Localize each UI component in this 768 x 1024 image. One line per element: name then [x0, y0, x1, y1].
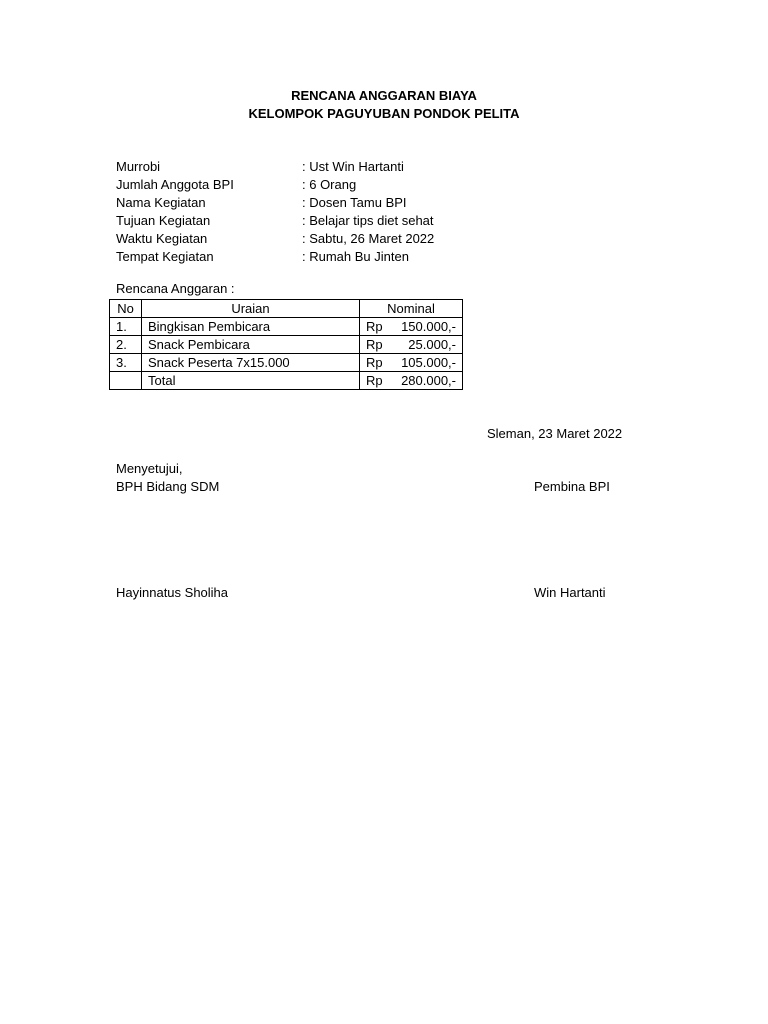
cell-nominal: [360, 318, 463, 336]
info-value: : Belajar tips diet sehat: [302, 213, 434, 228]
cell-no: 1.: [110, 318, 142, 336]
table-header-row: [110, 300, 463, 318]
info-row-jumlah-anggota: [116, 177, 536, 195]
info-label: Waktu Kegiatan: [116, 231, 208, 246]
right-signatory-name: Win Hartanti: [534, 585, 606, 600]
currency-label: Rp: [366, 337, 383, 352]
amount-value: 25.000,-: [408, 337, 456, 352]
info-label: Tujuan Kegiatan: [116, 213, 211, 228]
info-label: Nama Kegiatan: [116, 195, 206, 210]
info-row-tempat-kegiatan: [116, 249, 536, 267]
cell-no: 3.: [110, 354, 142, 372]
cell-nominal: [360, 354, 463, 372]
table-row: [110, 336, 463, 354]
total-amount-value: 280.000,-: [401, 373, 456, 388]
approval-label: Menyetujui,: [116, 461, 183, 476]
info-value: : 6 Orang: [302, 177, 357, 192]
column-header-nominal: Nominal: [360, 300, 463, 318]
cell-uraian: Bingkisan Pembicara: [142, 318, 360, 336]
info-value: : Dosen Tamu BPI: [302, 195, 407, 210]
document-title: RENCANA ANGGARAN BIAYA: [291, 88, 477, 103]
info-row-waktu-kegiatan: [116, 231, 536, 249]
info-label: Murrobi: [116, 159, 161, 174]
left-signatory-role: BPH Bidang SDM: [116, 479, 220, 494]
cell-nominal: [360, 336, 463, 354]
currency-label: Rp: [366, 355, 383, 370]
total-label: Total: [142, 372, 360, 390]
column-header-no: No: [110, 300, 142, 318]
cell-uraian: Snack Peserta 7x15.000: [142, 354, 360, 372]
budget-heading: Rencana Anggaran :: [116, 281, 235, 296]
info-row-murrobi: [116, 159, 536, 177]
column-header-uraian: Uraian: [142, 300, 360, 318]
left-signatory-name: Hayinnatus Sholiha: [116, 585, 229, 600]
table-row: [110, 318, 463, 336]
info-value: : Ust Win Hartanti: [302, 159, 404, 174]
cell-no: 2.: [110, 336, 142, 354]
cell-no-empty: [110, 372, 142, 390]
right-signatory-role: Pembina BPI: [534, 479, 610, 494]
info-row-nama-kegiatan: [116, 195, 536, 213]
amount-value: 105.000,-: [401, 355, 456, 370]
info-row-tujuan-kegiatan: [116, 213, 536, 231]
amount-value: 150.000,-: [401, 319, 456, 334]
place-date: Sleman, 23 Maret 2022: [487, 426, 623, 441]
table-total-row: [110, 372, 463, 390]
currency-label: Rp: [366, 373, 383, 388]
cell-uraian: Snack Pembicara: [142, 336, 360, 354]
info-label: Tempat Kegiatan: [116, 249, 214, 264]
info-value: : Sabtu, 26 Maret 2022: [302, 231, 435, 246]
budget-table: [109, 299, 463, 390]
info-value: : Rumah Bu Jinten: [302, 249, 409, 264]
info-label: Jumlah Anggota BPI: [116, 177, 234, 192]
total-nominal: [360, 372, 463, 390]
table-row: [110, 354, 463, 372]
document-subtitle: KELOMPOK PAGUYUBAN PONDOK PELITA: [248, 106, 520, 121]
currency-label: Rp: [366, 319, 383, 334]
